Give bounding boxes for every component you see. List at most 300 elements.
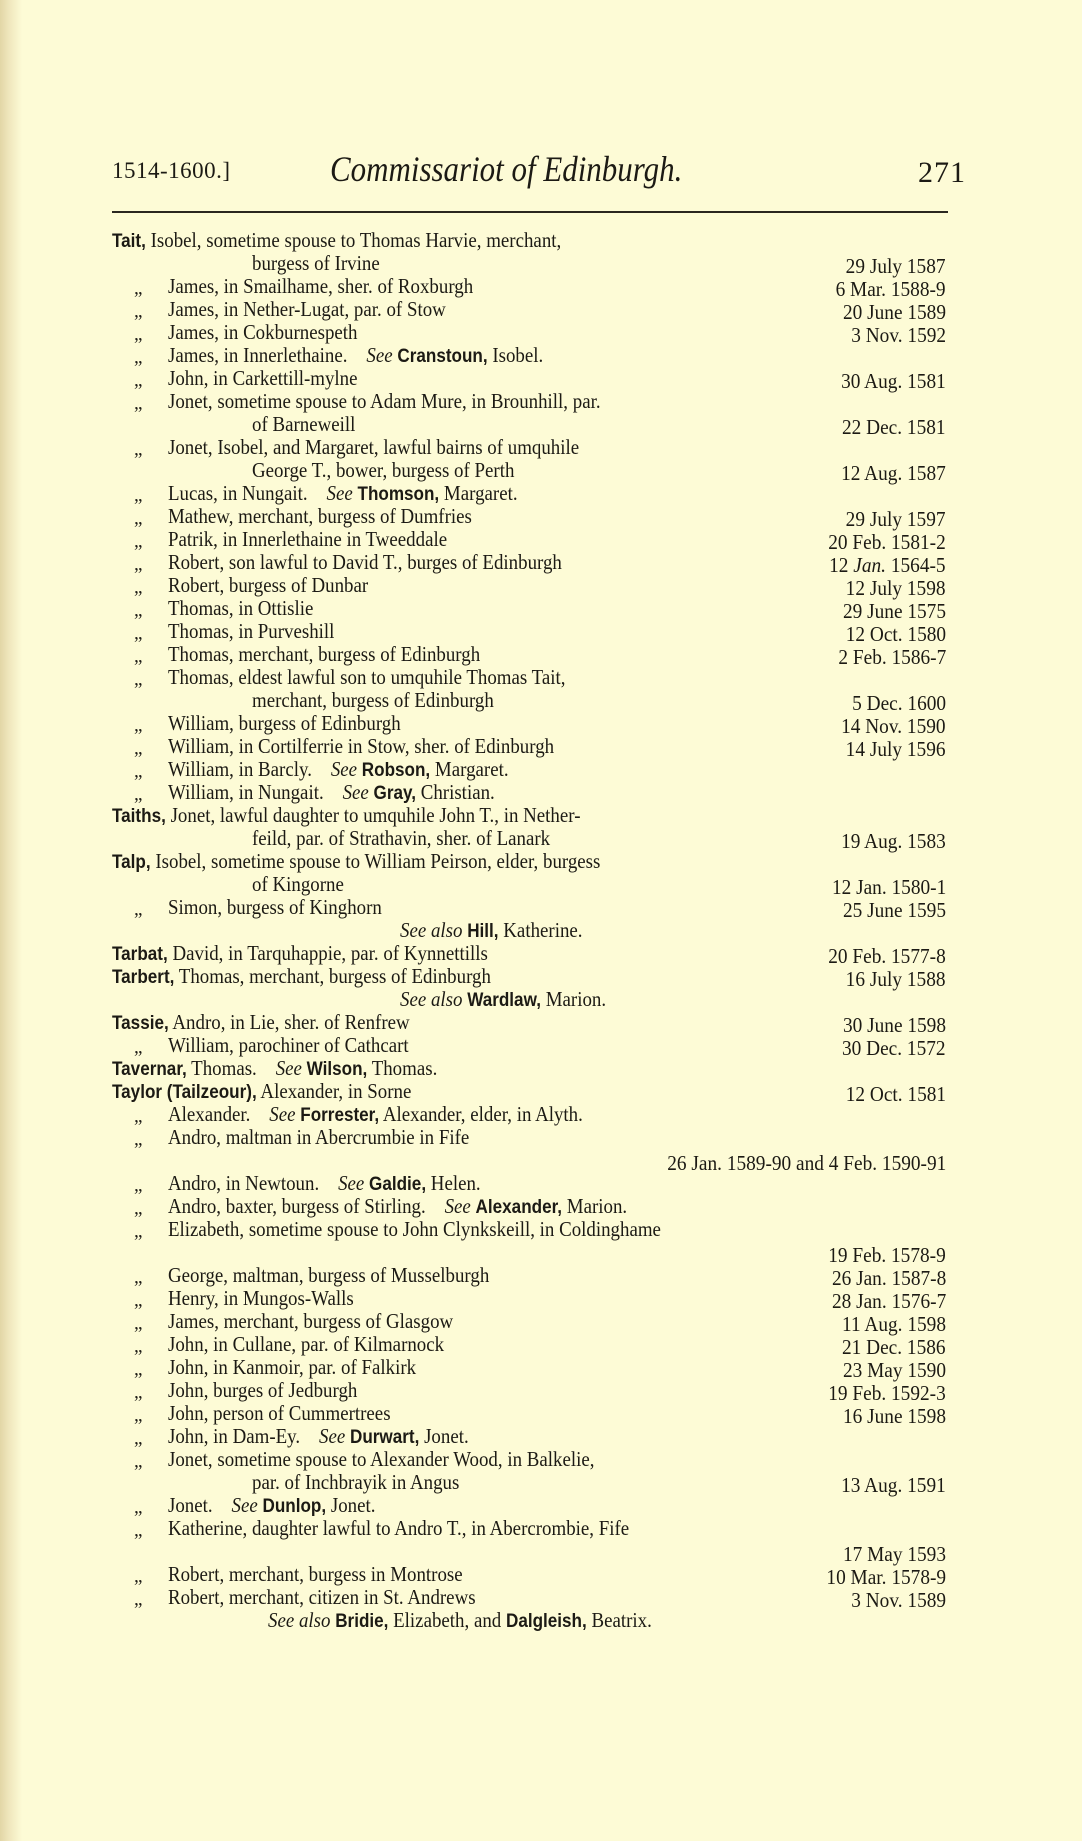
register-line xyxy=(0,229,1082,252)
cross-reference-surname: Alexander, xyxy=(475,1197,563,1218)
entry-description: Jonet, lawful daughter to umquhile John T., in Nether- xyxy=(165,803,581,827)
entry-description: Robert, merchant, burgess in Montrose xyxy=(168,1562,463,1586)
entry-description: Thomas, in Ottislie xyxy=(168,596,314,620)
entry-date: 10 Mar. 1578-9 xyxy=(826,1565,946,1589)
entry-text xyxy=(168,298,446,321)
entry-description: par. of Inchbrayik in Angus xyxy=(252,1470,460,1494)
entry-text xyxy=(168,1356,416,1379)
register-line xyxy=(0,1470,1082,1497)
register-line xyxy=(0,1195,1082,1218)
entry-date: 29 June 1575 xyxy=(842,599,946,623)
register-line xyxy=(0,850,1082,873)
entry-text xyxy=(168,1448,594,1471)
register-line xyxy=(0,1033,1082,1060)
entry-description: Thomas, in Purveshill xyxy=(168,619,335,643)
entry-text xyxy=(400,988,606,1012)
surname: Tavernar, xyxy=(112,1059,187,1080)
register-line xyxy=(0,642,1082,669)
register-line xyxy=(0,482,1082,505)
ditto-mark: „ xyxy=(134,784,143,805)
register-line xyxy=(0,1448,1082,1471)
register-line xyxy=(0,1309,1082,1336)
ditto-mark: „ xyxy=(134,439,143,460)
entry-description: Andro, maltman in Abercrumbie in Fife xyxy=(168,1125,470,1149)
register-line xyxy=(0,1126,1082,1149)
ditto-mark: „ xyxy=(134,600,143,621)
ditto-mark: „ xyxy=(134,738,143,759)
see-reference-label: See also xyxy=(400,987,463,1011)
entry-date: 12 Aug. 1587 xyxy=(841,461,946,485)
entry-text xyxy=(168,1494,375,1518)
entry-date: 29 July 1597 xyxy=(846,507,946,531)
register-line xyxy=(0,1562,1082,1589)
register-line xyxy=(0,527,1082,554)
ditto-mark: „ xyxy=(134,1336,143,1357)
ditto-mark: „ xyxy=(134,1221,143,1242)
register-line xyxy=(0,458,1082,485)
entry-text xyxy=(168,1287,354,1310)
cross-reference-forename: Elizabeth, and xyxy=(388,1608,506,1632)
entry-date: 12 Oct. 1580 xyxy=(845,622,946,646)
page-header xyxy=(0,0,1082,215)
header-year-range: 1514-1600.] xyxy=(112,158,231,183)
entry-description: George T., bower, burgess of Perth xyxy=(252,458,515,482)
entry-description: Thomas. xyxy=(186,1056,257,1080)
entry-description: William, in Nungait. xyxy=(168,780,324,804)
entry-text xyxy=(168,1333,444,1356)
entry-text xyxy=(168,1034,409,1057)
register-line xyxy=(0,1517,1082,1540)
register-line xyxy=(0,758,1082,781)
entry-date: 26 Jan. 1587-8 xyxy=(831,1266,946,1290)
register-line xyxy=(0,734,1082,761)
register-line xyxy=(0,436,1082,459)
cross-reference-forename: Helen. xyxy=(426,1171,481,1195)
header-rule xyxy=(112,211,948,213)
cross-reference-surname: Gray, xyxy=(373,783,417,804)
entry-text xyxy=(168,574,368,597)
entry-description: Isobel, sometime spouse to Thomas Harvie, merchant, xyxy=(145,228,562,252)
ditto-mark: „ xyxy=(134,278,143,299)
register-line xyxy=(0,320,1082,347)
ditto-mark: „ xyxy=(134,393,143,414)
entry-text xyxy=(168,321,358,344)
ditto-mark: „ xyxy=(134,577,143,598)
ditto-mark: „ xyxy=(134,1497,143,1518)
entry-text xyxy=(168,1218,661,1241)
entry-text xyxy=(168,505,472,528)
entry-text xyxy=(168,528,447,551)
entry-date: 12 Jan. 1580-1 xyxy=(831,875,946,899)
entry-description: Andro, baxter, burgess of Stirling. xyxy=(168,1194,426,1218)
surname: Talp, xyxy=(112,852,151,873)
entry-description: Simon, burgess of Kinghorn xyxy=(168,895,382,919)
register-line xyxy=(0,1332,1082,1359)
entry-description: Thomas, eldest lawful son to umquhile Thomas Tait, xyxy=(168,665,566,689)
entry-description: of Kingorne xyxy=(252,872,344,896)
entry-description: George, maltman, burgess of Musselburgh xyxy=(168,1263,490,1287)
entry-description: of Barneweill xyxy=(252,412,356,436)
entry-date: 25 June 1595 xyxy=(842,898,946,922)
entry-text xyxy=(168,781,495,805)
date-year: 1564-5 xyxy=(886,553,946,577)
register-line xyxy=(0,1103,1082,1126)
register-line xyxy=(0,804,1082,827)
register-line xyxy=(0,688,1082,715)
register-line xyxy=(0,251,1082,278)
entry-date: 20 June 1589 xyxy=(842,300,946,324)
register-line xyxy=(0,412,1082,439)
entry-text xyxy=(168,436,579,459)
entry-text xyxy=(168,367,358,390)
register-line xyxy=(0,964,1082,991)
cross-reference-forename: Jonet. xyxy=(419,1424,469,1448)
entry-description: merchant, burgess of Edinburgh xyxy=(252,688,494,712)
page-number: 271 xyxy=(918,156,966,189)
entry-description: John, in Cullane, par. of Kilmarnock xyxy=(168,1332,445,1356)
entry-date: 14 Nov. 1590 xyxy=(841,714,946,738)
register-line xyxy=(0,297,1082,324)
entry-description: Thomas, merchant, burgess of Edinburgh xyxy=(168,642,481,666)
entry-description: Isobel, sometime spouse to William Peirson, elder, burgess xyxy=(150,849,601,873)
entry-description: James, in Innerlethaine. xyxy=(168,343,348,367)
entry-date: 13 Aug. 1591 xyxy=(841,1473,946,1497)
register-line xyxy=(0,1494,1082,1517)
entry-text xyxy=(252,413,355,436)
ditto-mark: „ xyxy=(134,1451,143,1472)
entry-description: John, burges of Jedburgh xyxy=(168,1378,358,1402)
surname: Tarbert, xyxy=(112,967,175,988)
entry-text xyxy=(168,758,509,782)
entry-description: James, in Smailhame, sher. of Roxburgh xyxy=(168,274,474,298)
ditto-mark: „ xyxy=(134,1589,143,1610)
register-line xyxy=(0,781,1082,804)
entry-text xyxy=(252,252,380,275)
cross-reference-forename: Alexander, elder, in Alyth. xyxy=(379,1102,583,1126)
cross-reference-forename: Marion. xyxy=(540,987,607,1011)
entry-text xyxy=(168,1195,627,1219)
ditto-mark: „ xyxy=(134,1382,143,1403)
entry-date: 30 June 1598 xyxy=(842,1013,946,1037)
entry-text xyxy=(168,551,562,574)
ditto-mark: „ xyxy=(134,1198,143,1219)
register-line xyxy=(0,1378,1082,1405)
entry-date: 3 Nov. 1589 xyxy=(851,1588,946,1612)
see-reference-label: See xyxy=(366,343,393,367)
entry-text xyxy=(168,896,382,919)
register-line xyxy=(0,666,1082,689)
entry-text xyxy=(168,1586,476,1609)
entry-text xyxy=(112,1080,411,1104)
entry-text xyxy=(252,1471,459,1494)
date-day: 12 xyxy=(829,553,854,577)
register-line xyxy=(0,826,1082,853)
cross-reference-surname: Hill, xyxy=(467,921,499,942)
entry-description: Mathew, merchant, burgess of Dumfries xyxy=(168,504,472,528)
entry-description: Henry, in Mungos-Walls xyxy=(168,1286,354,1310)
entry-text xyxy=(252,689,494,712)
ditto-mark: „ xyxy=(134,485,143,506)
cross-reference-forename: Beatrix. xyxy=(586,1608,652,1632)
cross-reference-forename: Marion. xyxy=(562,1194,628,1218)
ditto-mark: „ xyxy=(134,347,143,368)
entry-description: Jonet. xyxy=(168,1493,213,1517)
entry-date: 28 Jan. 1576-7 xyxy=(831,1289,946,1313)
entry-description: William, burgess of Edinburgh xyxy=(168,711,401,735)
entry-description: Alexander. xyxy=(168,1102,251,1126)
entry-date: 23 May 1590 xyxy=(842,1358,946,1382)
entry-text xyxy=(168,712,401,735)
entry-date: 19 Aug. 1583 xyxy=(841,829,946,853)
entry-description: James, in Nether-Lugat, par. of Stow xyxy=(168,297,446,321)
cross-reference-surname: Forrester, xyxy=(300,1105,380,1126)
register-line xyxy=(0,711,1082,738)
see-reference-label: See also xyxy=(268,1608,331,1632)
ditto-mark: „ xyxy=(134,1290,143,1311)
register-line xyxy=(0,1172,1082,1195)
see-reference-label: See xyxy=(338,1171,365,1195)
entry-text xyxy=(168,1379,357,1402)
entry-date: 6 Mar. 1588-9 xyxy=(835,277,946,301)
see-reference-label: See xyxy=(342,780,369,804)
see-reference-label: See also xyxy=(400,918,463,942)
entry-description: David, in Tarquhappie, par. of Kynnettills xyxy=(167,941,488,965)
see-reference-label: See xyxy=(231,1493,258,1517)
cross-reference-surname: Bridie, xyxy=(335,1611,389,1632)
entry-date: 11 Aug. 1598 xyxy=(842,1312,946,1336)
entry-date: 2 Feb. 1586-7 xyxy=(838,645,946,669)
cross-reference-surname: Galdie, xyxy=(369,1174,427,1195)
entry-description: Thomas, merchant, burgess of Edinburgh xyxy=(174,964,491,988)
entry-description: John, in Dam-Ey. xyxy=(168,1424,301,1448)
entry-description: John, person of Cummertrees xyxy=(168,1401,391,1425)
entry-date: 20 Feb. 1577-8 xyxy=(828,944,946,968)
entry-date: 30 Dec. 1572 xyxy=(842,1036,946,1060)
entry-description: Jonet, sometime spouse to Alexander Wood, in Balkelie, xyxy=(168,1447,595,1471)
ditto-mark: „ xyxy=(134,623,143,644)
entry-date: 5 Dec. 1600 xyxy=(852,691,946,715)
entry-date: 20 Feb. 1581-2 xyxy=(828,530,946,554)
entry-date: 22 Dec. 1581 xyxy=(842,415,946,439)
ditto-mark: „ xyxy=(134,554,143,575)
entry-description: James, in Cokburnespeth xyxy=(168,320,358,344)
register-line xyxy=(0,988,1082,1011)
ditto-mark: „ xyxy=(134,1037,143,1058)
register-line xyxy=(0,1218,1082,1241)
entry-description: Andro, in Lie, sher. of Renfrew xyxy=(168,1010,410,1034)
ditto-mark: „ xyxy=(134,1267,143,1288)
entry-text xyxy=(168,597,313,620)
ditto-mark: „ xyxy=(134,1313,143,1334)
entry-text xyxy=(168,1172,481,1196)
entry-description: burgess of Irvine xyxy=(252,251,380,275)
entry-date: 17 May 1593 xyxy=(842,1542,946,1566)
register-line xyxy=(0,941,1082,968)
entry-text xyxy=(268,1609,652,1633)
cross-reference-surname: Durwart, xyxy=(349,1427,420,1448)
entry-text xyxy=(168,390,601,413)
entry-description: Jonet, sometime spouse to Adam Mure, in Brounhill, par. xyxy=(168,389,601,413)
entry-text xyxy=(168,666,565,689)
ditto-mark: „ xyxy=(134,669,143,690)
entry-text xyxy=(112,965,491,989)
cross-reference-forename: Thomas. xyxy=(367,1056,438,1080)
running-title: Commissariot of Edinburgh. xyxy=(330,149,683,189)
ditto-mark: „ xyxy=(134,531,143,552)
entry-description: Elizabeth, sometime spouse to John Clynkskeill, in Coldinghame xyxy=(168,1217,661,1241)
entry-description: William, in Barcly. xyxy=(168,757,312,781)
entry-text xyxy=(252,873,344,896)
register-line xyxy=(0,872,1082,899)
cross-reference-surname: Thomson, xyxy=(357,484,440,505)
register-line xyxy=(0,1355,1082,1382)
ditto-mark: „ xyxy=(134,1359,143,1380)
entry-text xyxy=(168,1264,489,1287)
entry-description: James, merchant, burgess of Glasgow xyxy=(168,1309,454,1333)
register-line xyxy=(0,274,1082,301)
entry-description: feild, par. of Strathavin, sher. of Lanark xyxy=(252,826,551,850)
entry-date: 19 Feb. 1592-3 xyxy=(828,1381,946,1405)
surname: Tait, xyxy=(112,231,146,252)
entry-text xyxy=(168,1517,629,1540)
ditto-mark: „ xyxy=(134,301,143,322)
cross-reference-surname: Wardlaw, xyxy=(467,990,541,1011)
register-line xyxy=(0,550,1082,577)
entry-date: 16 July 1588 xyxy=(846,967,946,991)
register-line xyxy=(0,895,1082,922)
ditto-mark: „ xyxy=(134,1566,143,1587)
entry-text xyxy=(112,1011,410,1035)
ditto-mark: „ xyxy=(134,1129,143,1150)
entry-date: 26 Jan. 1589-90 and 4 Feb. 1590-91 xyxy=(666,1151,946,1175)
see-reference-label: See xyxy=(444,1194,471,1218)
entry-description: Katherine, daughter lawful to Andro T., in Abercrombie, Fife xyxy=(168,1516,630,1540)
date-month: Jan. xyxy=(853,553,887,577)
ditto-mark: „ xyxy=(134,1405,143,1426)
entry-text xyxy=(168,620,334,643)
ditto-mark: „ xyxy=(134,324,143,345)
register-line xyxy=(0,596,1082,623)
ditto-mark: „ xyxy=(134,1175,143,1196)
entry-description: Jonet, Isobel, and Margaret, lawful bairns of umquhile xyxy=(168,435,580,459)
entry-date: 12 July 1598 xyxy=(846,576,946,600)
entry-text xyxy=(112,942,488,966)
entry-date: 14 July 1596 xyxy=(846,737,946,761)
entry-text xyxy=(168,1425,469,1449)
surname: Taylor (Tailzeour), xyxy=(112,1082,257,1103)
entry-text xyxy=(168,1103,583,1127)
entry-date: 29 July 1587 xyxy=(846,254,946,278)
cross-reference-surname: Dunlop, xyxy=(262,1496,327,1517)
see-reference-label: See xyxy=(319,1424,346,1448)
register-line xyxy=(0,1609,1082,1632)
cross-reference-surname: Dalgleish, xyxy=(505,1611,587,1632)
ditto-mark: „ xyxy=(134,1520,143,1541)
entry-date: 16 June 1598 xyxy=(842,1404,946,1428)
cross-reference-forename: Christian. xyxy=(416,780,495,804)
entry-text xyxy=(168,643,480,666)
ditto-mark: „ xyxy=(134,715,143,736)
entry-text xyxy=(168,1563,463,1586)
ditto-mark: „ xyxy=(134,370,143,391)
see-reference-label: See xyxy=(326,481,353,505)
entry-description: Robert, son lawful to David T., burges of Edinburgh xyxy=(168,550,562,574)
entry-text xyxy=(252,827,550,850)
cross-reference-surname: Robson, xyxy=(361,760,431,781)
see-reference-label: See xyxy=(330,757,358,781)
entry-description: John, in Carkettill-mylne xyxy=(168,366,358,390)
entry-text xyxy=(112,1057,437,1081)
cross-reference-forename: Katherine. xyxy=(498,918,583,942)
ditto-mark: „ xyxy=(134,508,143,529)
register-line xyxy=(0,1286,1082,1313)
register-entries xyxy=(0,229,1082,1632)
register-line xyxy=(0,504,1082,531)
entry-text xyxy=(168,1310,453,1333)
entry-text xyxy=(168,344,543,368)
cross-reference-surname: Cranstoun, xyxy=(397,346,488,367)
register-line xyxy=(0,1149,1082,1175)
entry-text xyxy=(168,482,518,506)
entry-text xyxy=(112,850,600,874)
register-line xyxy=(0,1401,1082,1428)
cross-reference-forename: Jonet. xyxy=(326,1493,376,1517)
entry-date: 19 Feb. 1578-9 xyxy=(828,1243,946,1267)
register-line xyxy=(0,1540,1082,1566)
entry-text xyxy=(400,919,583,943)
entry-description: Lucas, in Nungait. xyxy=(168,481,308,505)
entry-text xyxy=(168,735,554,758)
register-line xyxy=(0,1057,1082,1080)
entry-description: John, in Kanmoir, par. of Falkirk xyxy=(168,1355,417,1379)
surname: Tarbat, xyxy=(112,944,168,965)
register-line xyxy=(0,1263,1082,1290)
entry-description: William, parochiner of Cathcart xyxy=(168,1033,409,1057)
entry-text xyxy=(168,275,473,298)
ditto-mark: „ xyxy=(134,761,143,782)
register-line xyxy=(0,390,1082,413)
entry-text xyxy=(112,804,580,828)
register-line xyxy=(0,1585,1082,1612)
entry-date: 12 Oct. 1581 xyxy=(845,1082,946,1106)
surname: Tassie, xyxy=(112,1013,169,1034)
register-line xyxy=(0,1241,1082,1267)
cross-reference-forename: Isobel. xyxy=(487,343,544,367)
ditto-mark: „ xyxy=(134,1428,143,1449)
register-line xyxy=(0,619,1082,646)
register-line xyxy=(0,1010,1082,1037)
register-line xyxy=(0,366,1082,393)
entry-description: Andro, in Newtoun. xyxy=(168,1171,320,1195)
entry-text xyxy=(168,1402,391,1425)
cross-reference-forename: Margaret. xyxy=(430,757,509,781)
entry-text xyxy=(112,229,561,253)
entry-description: Patrik, in Innerlethaine in Tweeddale xyxy=(168,527,448,551)
ditto-mark: „ xyxy=(134,899,143,920)
surname: Taiths, xyxy=(112,806,166,827)
entry-text xyxy=(252,459,514,482)
cross-reference-surname: Wilson, xyxy=(306,1059,368,1080)
see-reference-label: See xyxy=(275,1056,302,1080)
entry-description: Alexander, in Sorne xyxy=(256,1079,412,1103)
register-line xyxy=(0,344,1082,367)
register-line xyxy=(0,1425,1082,1448)
register-line xyxy=(0,919,1082,942)
see-reference-label: See xyxy=(269,1102,296,1126)
register-line xyxy=(0,1079,1082,1106)
entry-description: William, in Cortilferrie in Stow, sher. of Edinburgh xyxy=(168,734,555,758)
cross-reference-forename: Margaret. xyxy=(439,481,518,505)
